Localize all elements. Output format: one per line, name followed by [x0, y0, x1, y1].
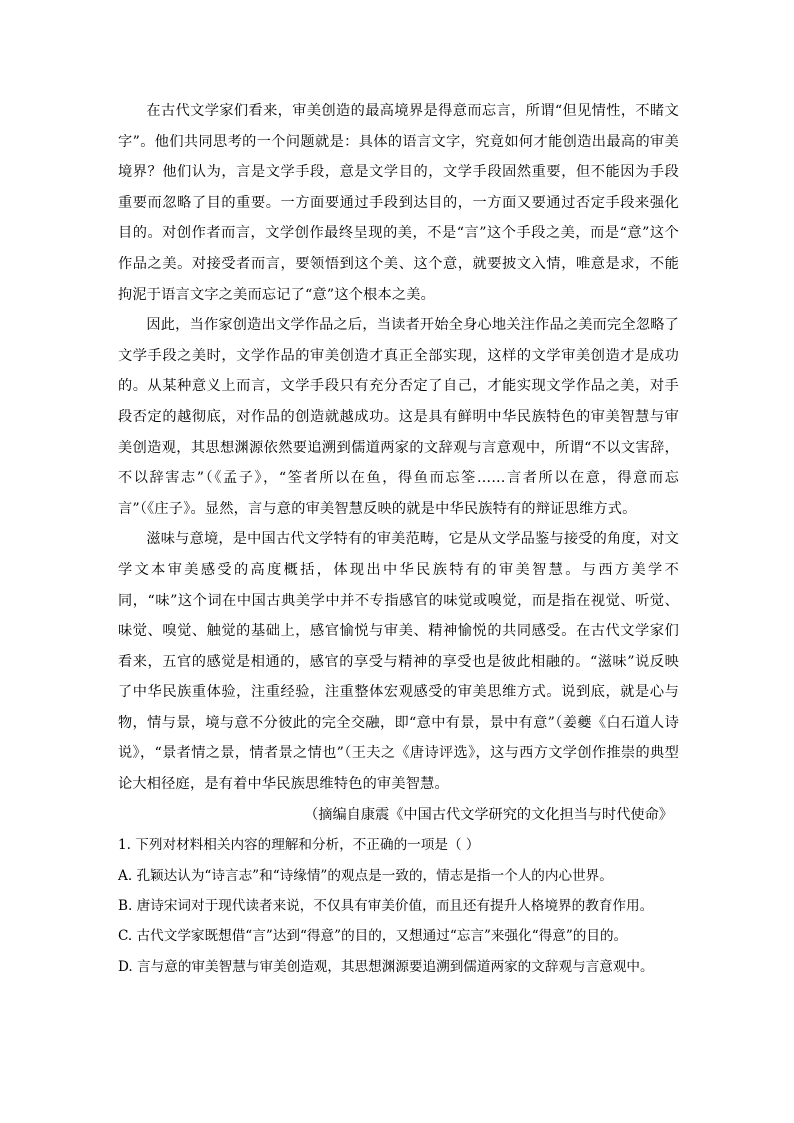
option-c: C. 古代文学家既想借“言”达到“得意”的目的，又想通过“忘言”来强化“得意”的目的。	[118, 928, 628, 945]
passage-paragraph-3: 滋味与意境，是中国古代文学特有的审美范畴，它是从文学品鉴与接受的角度，对文学文本审美感受的高度概括，体现出中华民族特有的审美智慧。与西方美学不同，“味”这个词在中国古典美学中并不专指感官的味觉或嗅觉，而是指在视觉、听觉、味觉、嗅觉、触觉的基础上，感官愉悦与审美、精神愉悦的共同感受。在古代文学家们看来，五官的感觉是相通的，感官的享受与精神的享受也是彼此相融的。“滋味”说反映了中华民族重体验，注重经验，注重整体宏观感受的审美思维方式。说到底，就是心与物，情与景，境与意不分彼此的完全交融，即“意中有景，景中有意”（姜夔《白石道人诗说》，“景者情之景，情者景之情也”（王夫之《唐诗评选》，这与西方文学创作推崇的典型论大相径庭，是有着中华民族思维特色的审美智慧。	[118, 531, 679, 793]
passage-paragraph-2: 因此，当作家创造出文学作品之后，当读者开始全身心地关注作品之美而完全忽略了文学手段之美时，文学作品的审美创造才真正全部实现，这样的文学审美创造才是成功的。从某种意义上而言，文学手段只有充分否定了自己，才能实现文学作品之美，对手段否定的越彻底，对作品的创造就越成功。这是具有鲜明中华民族特色的审美智慧与审美创造观，其思想渊源依然要追溯到儒道两家的文辞观与言意观中，所谓“不以文害辞，不以辞害志”（《孟子》，“筌者所以在鱼，得鱼而忘筌……言者所以在意，得意而忘言”（《庄子》。显然，言与意的审美智慧反映的就是中华民族特有的辩证思维方式。	[118, 317, 679, 517]
option-d: D. 言与意的审美智慧与审美创造观，其思想渊源要追溯到儒道两家的文辞观与言意观中。	[118, 958, 654, 975]
question-stem: 1. 下列对材料相关内容的理解和分析，不正确的一项是（ ）	[118, 837, 480, 854]
option-a: A. 孔颖达认为“诗言志”和“诗缘情”的观点是一致的，情志是指一个人的内心世界。	[118, 867, 613, 884]
text-body	[118, 96, 679, 982]
passage-source: （摘编自康震《中国古代文学研究的文化担当与时代使命》	[304, 806, 673, 823]
option-b: B. 唐诗宋词对于现代读者来说，不仅具有审美价值，而且还有提升人格境界的教育作用。	[118, 898, 654, 915]
passage-paragraph-1: 在古代文学家们看来，审美创造的最高境界是得意而忘言，所谓“但见情性，不睹文字”。他们共同思考的一个问题就是：具体的语言文字，究竟如何才能创造出最高的审美境界？他们认为，言是文学手段，意是文学目的，文学手段固然重要，但不能因为手段重要而忽略了目的重要。一方面要通过手段到达目的，一方面又要通过否定手段来强化目的。对创作者而言，文学创作最终呈现的美，不是“言”这个手段之美，而是“意”这个作品之美。对接受者而言，要领悟到这个美、这个意，就要披文入情，唯意是求，不能拘泥于语言文字之美而忘记了“意”这个根本之美。	[118, 103, 679, 303]
